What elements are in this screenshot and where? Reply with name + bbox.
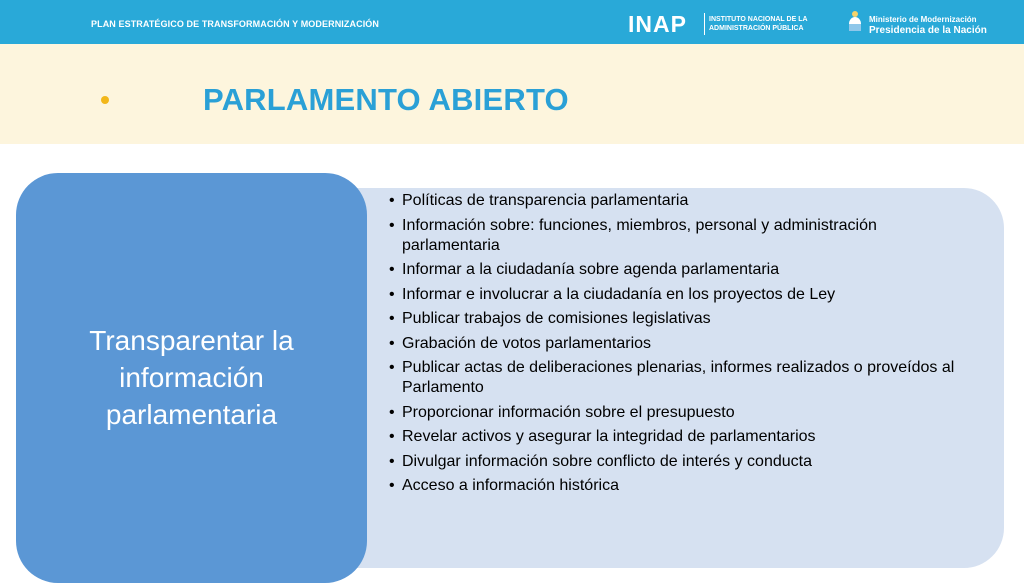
inap-subtitle-line1: INSTITUTO NACIONAL DE LA <box>709 16 808 23</box>
list-item: • Políticas de transparencia parlamentaria <box>389 191 979 211</box>
topic-card-text <box>16 322 367 433</box>
slide-title: PARLAMENTO ABIERTO <box>203 82 569 117</box>
list-item: • Publicar trabajos de comisiones legislativas <box>389 309 979 329</box>
list-item: • Proporcionar información sobre el presupuesto <box>389 403 979 423</box>
topic-card-line2: información <box>119 362 264 393</box>
topic-card-line1: Transparentar la <box>89 325 294 356</box>
list-item: • Grabación de votos parlamentarios <box>389 334 979 354</box>
list-item: • Información sobre: funciones, miembros, personal y administración parlamentaria <box>389 216 979 256</box>
list-item: • Divulgar información sobre conflicto de interés y conducta <box>389 452 979 472</box>
header-bar <box>0 0 1024 44</box>
title-bullet-icon <box>101 96 109 104</box>
ministry-name: Ministerio de Modernización <box>869 15 977 24</box>
bullet-list <box>389 191 979 501</box>
presidency-name: Presidencia de la Nación <box>869 25 987 36</box>
header-title: PLAN ESTRATÉGICO DE TRANSFORMACIÓN Y MODERNIZACIÓN <box>91 19 380 29</box>
list-item: • Informar a la ciudadanía sobre agenda parlamentaria <box>389 260 979 280</box>
inap-subtitle-line2: ADMINISTRACIÓN PÚBLICA <box>709 25 804 32</box>
list-item: • Publicar actas de deliberaciones plenarias, informes realizados o proveídos al Parlamento <box>389 358 979 398</box>
inap-logo: INAP <box>628 11 687 37</box>
list-item: • Acceso a información histórica <box>389 476 979 496</box>
logo-divider <box>704 13 705 35</box>
list-item: • Informar e involucrar a la ciudadanía en los proyectos de Ley <box>389 285 979 305</box>
list-item: • Revelar activos y asegurar la integridad de parlamentarios <box>389 427 979 447</box>
coat-of-arms-icon <box>848 10 862 32</box>
topic-card-line3: parlamentaria <box>105 399 278 430</box>
inap-logo-subtitle <box>709 15 808 33</box>
